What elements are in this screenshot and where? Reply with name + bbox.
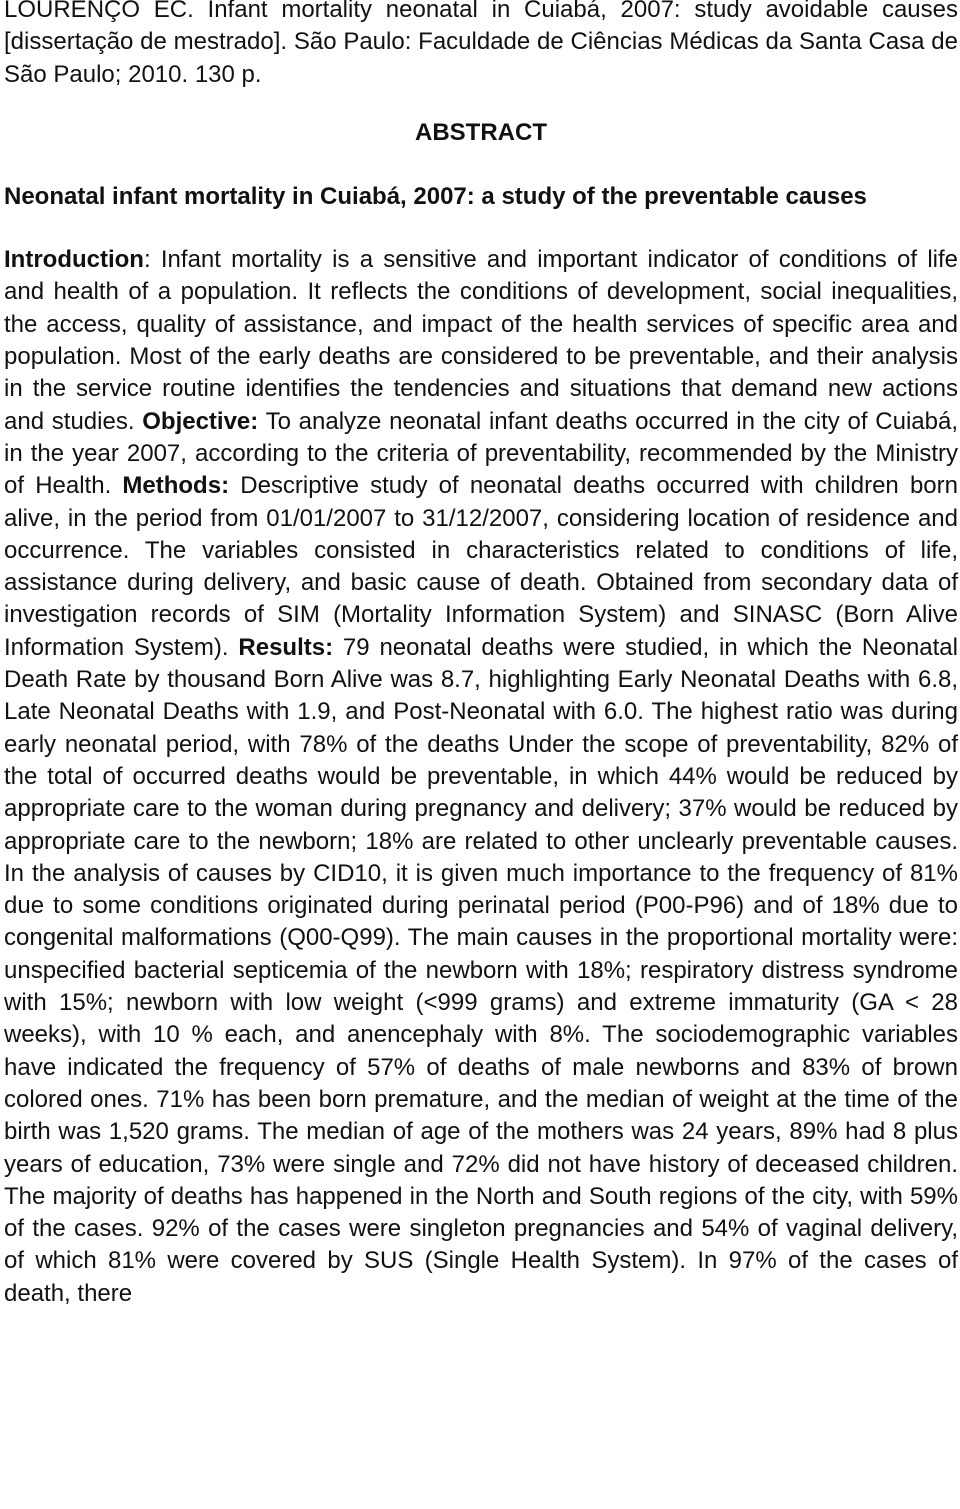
results-text: 79 neonatal deaths were studied, in which the Neonatal Death Rate by thousand Born Alive was 8.7, highlighting Early Neonatal Deaths with 6.8, Late Neonatal Deaths with 1.9, and Post-Neonatal with 6.0. The highest ratio was during early neonatal period, with 78% of the deaths Under the scope of preventability, 82% of the total of occurred deaths would be preventable, in which 44% would be reduced by appropriate care to the woman during pregnancy and delivery; 37% would be reduced by appropriate care to the newborn; 18% are related to other unclearly preventable causes. In the analysis of causes by CID10, it is given much importance to the frequency of 81% due to some conditions originated during perinatal period (P00-P96) and of 18% due to congenital malformations (Q00-Q99). The main causes in the proportional mortality were: unspecified bacterial septicemia of the newborn with 18%; respiratory distress syndrome with 15%; newborn with low weight (<999 grams) and extreme immaturity (GA < 28 weeks), with 10 % each, and anencephaly with 8%. The sociodemographic variables have indicated the frequency of 57% of deaths of male newborns and 83% of brown colored ones. 71% has been born premature, and the median of weight at the time of the birth was 1,520 grams. The median of age of the mothers was 24 years, 89% had 8 plus years of education, 73% were single and 72% did not have history of deceased children. The majority of deaths has happened in the North and South regions of the city, with 59% of the cases. 92% of the cases were singleton pregnancies and 54% of vaginal delivery, of which 81% were covered by SUS (Single Health System). In 97% of the cases of death, there — [4, 633, 958, 1307]
abstract-title: Neonatal infant mortality in Cuiabá, 2007: a study of the preventable causes — [4, 182, 867, 210]
document-page — [4, 0, 958, 1310]
results-label: Results: — [238, 633, 334, 661]
introduction-text: : Infant mortality is a sensitive and important indicator of conditions of life and health of a population. It reflects the conditions of development, social inequalities, the access, quality of assistance, and impact of the health services of specific area and population. Most of the early deaths are considered to be preventable, and their analysis in the service routine identifies the tendencies and situations that demand new actions and studies. — [4, 246, 958, 435]
introduction-label: Introduction — [4, 246, 144, 274]
abstract-body — [4, 244, 958, 1310]
methods-label: Methods: — [122, 472, 230, 500]
objective-label: Objective: — [142, 407, 259, 435]
objective-text: To analyze neonatal infant deaths occurred in the city of Cuiabá, in the year 2007, according to the criteria of preventability, recommended by the Ministry of Health. — [4, 407, 959, 500]
abstract-heading: ABSTRACT — [415, 118, 547, 146]
citation: LOURENÇO EC. Infant mortality neonatal in Cuiabá, 2007: study avoidable causes [dissertação de mestrado]. São Paulo: Faculdade de Ciências Médicas da Santa Casa de São Paulo; 2010. 130 p. — [4, 0, 958, 88]
methods-text: Descriptive study of neonatal deaths occurred with children born alive, in the period from 01/01/2007 to 31/12/2007, considering location of residence and occurrence. The variables consisted in characteristics related to conditions of life, assistance during delivery, and basic cause of death. Obtained from secondary data of investigation records of SIM (Mortality Information System) and SINASC (Born Alive Information System). — [4, 472, 958, 661]
